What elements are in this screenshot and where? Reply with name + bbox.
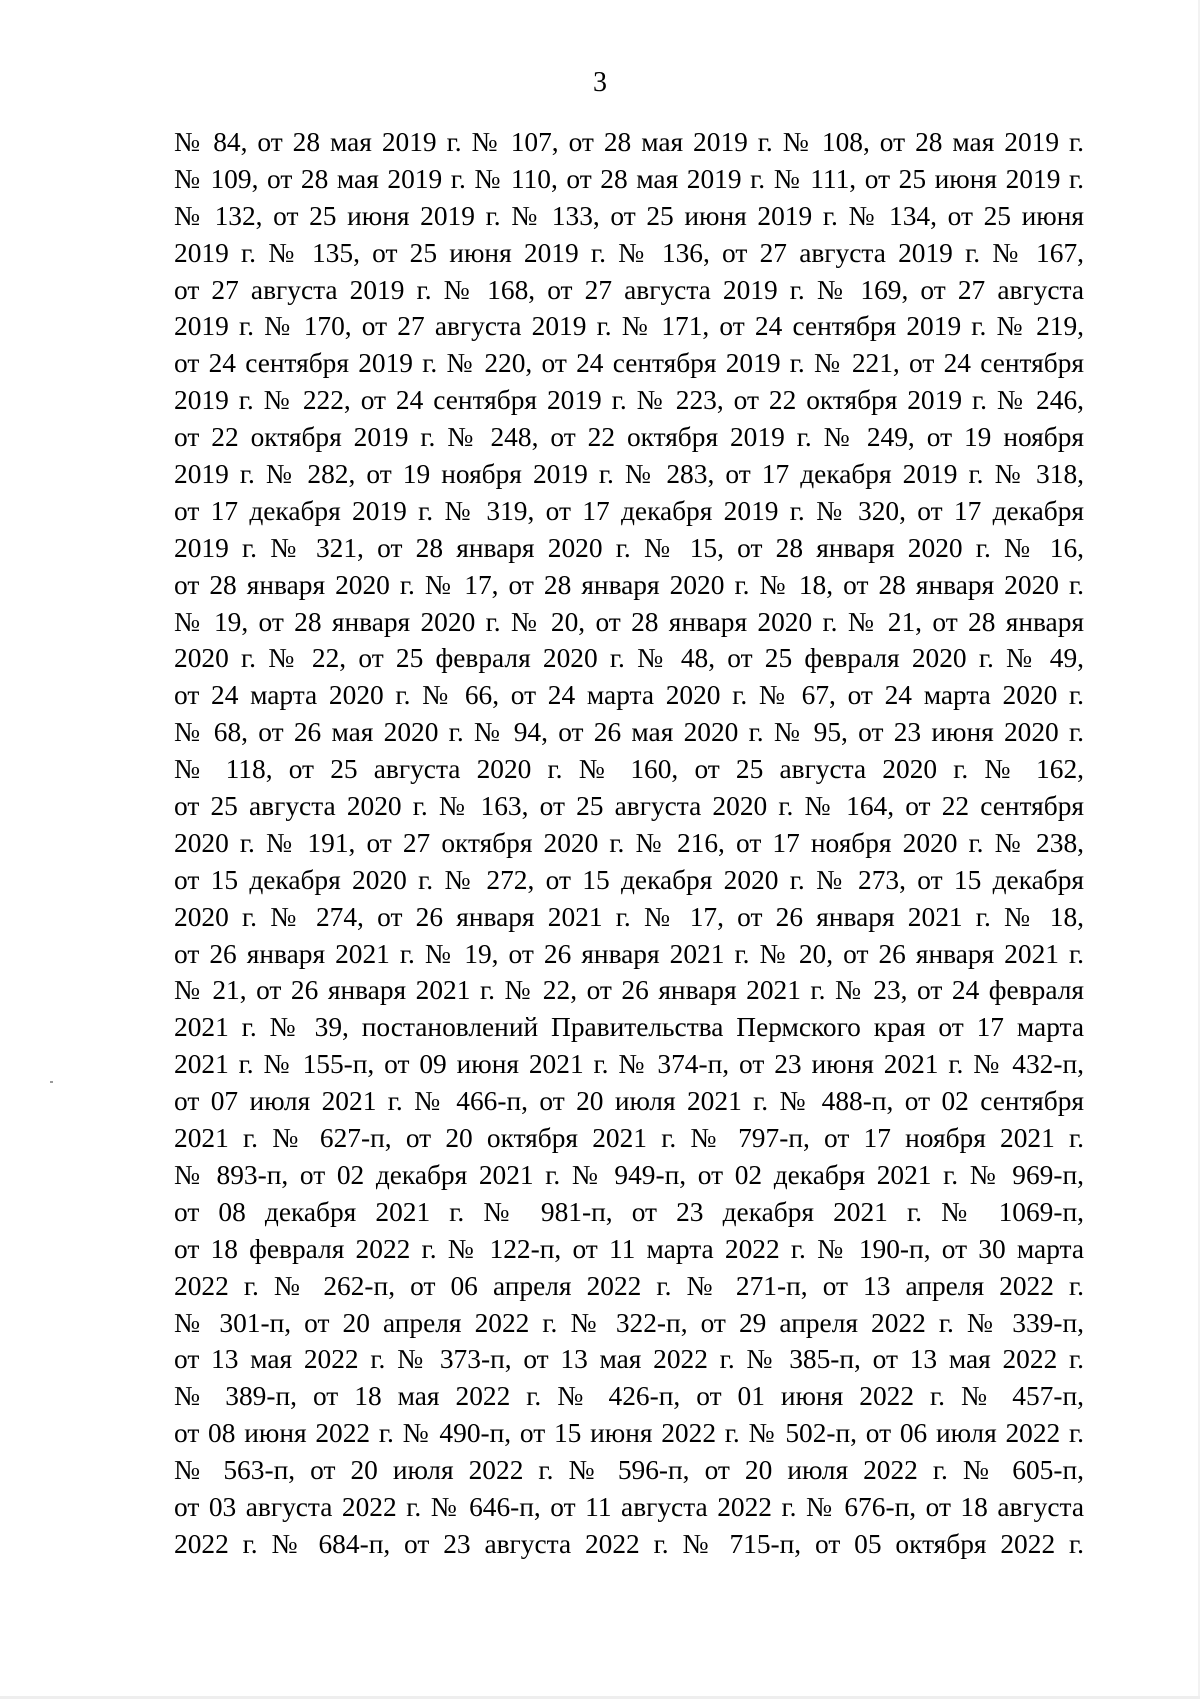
text-line: № 389-п, от 18 мая 2022 г. № 426-п, от 01 июня 2022 г. № 457-п, (174, 1381, 1084, 1412)
text-line: 2021 г. № 155-п, от 09 июня 2021 г. № 374-п, от 23 июня 2021 г. № 432-п, (174, 1049, 1084, 1080)
text-line: 2020 г. № 22, от 25 февраля 2020 г. № 48, от 25 февраля 2020 г. № 49, (174, 643, 1084, 674)
text-line: № 19, от 28 января 2020 г. № 20, от 28 января 2020 г. № 21, от 28 января (174, 606, 1084, 637)
text-line: 2020 г. № 274, от 26 января 2021 г. № 17, от 26 января 2021 г. № 18, (174, 901, 1084, 932)
text-line: 2022 г. № 262-п, от 06 апреля 2022 г. № 271-п, от 13 апреля 2022 г. (174, 1270, 1084, 1301)
text-line: от 27 августа 2019 г. № 168, от 27 августа 2019 г. № 169, от 27 августа (174, 274, 1084, 305)
text-line: от 24 сентября 2019 г. № 220, от 24 сентября 2019 г. № 221, от 24 сентября (174, 348, 1084, 379)
text-line: 2019 г. № 135, от 25 июня 2019 г. № 136, от 27 августа 2019 г. № 167, (174, 237, 1084, 268)
scan-artifact (50, 1081, 53, 1083)
text-line: от 26 января 2021 г. № 19, от 26 января 2021 г. № 20, от 26 января 2021 г. (174, 938, 1084, 969)
text-line: № 21, от 26 января 2021 г. № 22, от 26 января 2021 г. № 23, от 24 февраля (174, 975, 1084, 1006)
text-line: № 118, от 25 августа 2020 г. № 160, от 25 августа 2020 г. № 162, (174, 754, 1084, 785)
text-line: от 07 июля 2021 г. № 466-п, от 20 июля 2021 г. № 488-п, от 02 сентября (174, 1086, 1084, 1117)
text-line: от 08 декабря 2021 г. № 981-п, от 23 декабря 2021 г. № 1069-п, (174, 1196, 1084, 1227)
text-line: от 18 февраля 2022 г. № 122-п, от 11 марта 2022 г. № 190-п, от 30 марта (174, 1233, 1084, 1264)
text-line: от 13 мая 2022 г. № 373-п, от 13 мая 2022 г. № 385-п, от 13 мая 2022 г. (174, 1344, 1084, 1375)
text-line: 2021 г. № 39, постановлений Правительства Пермского края от 17 марта (174, 1012, 1084, 1043)
text-line: от 24 марта 2020 г. № 66, от 24 марта 2020 г. № 67, от 24 марта 2020 г. (174, 680, 1084, 711)
text-line: № 132, от 25 июня 2019 г. № 133, от 25 июня 2019 г. № 134, от 25 июня (174, 200, 1084, 231)
text-line: 2019 г. № 222, от 24 сентября 2019 г. № 223, от 22 октября 2019 г. № 246, (174, 385, 1084, 416)
text-line: № 301-п, от 20 апреля 2022 г. № 322-п, от 29 апреля 2022 г. № 339-п, (174, 1307, 1084, 1338)
page-number: 3 (593, 67, 607, 98)
text-line: от 03 августа 2022 г. № 646-п, от 11 августа 2022 г. № 676-п, от 18 августа (174, 1491, 1084, 1522)
text-line: 2021 г. № 627-п, от 20 октября 2021 г. № 797-п, от 17 ноября 2021 г. (174, 1123, 1084, 1154)
text-line: от 08 июня 2022 г. № 490-п, от 15 июня 2022 г. № 502-п, от 06 июля 2022 г. (174, 1418, 1084, 1449)
text-line: 2019 г. № 321, от 28 января 2020 г. № 15, от 28 января 2020 г. № 16, (174, 532, 1084, 563)
text-line: от 25 августа 2020 г. № 163, от 25 августа 2020 г. № 164, от 22 сентября (174, 791, 1084, 822)
text-line: от 28 января 2020 г. № 17, от 28 января 2020 г. № 18, от 28 января 2020 г. (174, 569, 1084, 600)
text-line: 2020 г. № 191, от 27 октября 2020 г. № 216, от 17 ноября 2020 г. № 238, (174, 827, 1084, 858)
text-line: № 563-п, от 20 июля 2022 г. № 596-п, от 20 июля 2022 г. № 605-п, (174, 1455, 1084, 1486)
text-line: 2022 г. № 684-п, от 23 августа 2022 г. № 715-п, от 05 октября 2022 г. (174, 1528, 1084, 1559)
text-line: от 22 октября 2019 г. № 248, от 22 октября 2019 г. № 249, от 19 ноября (174, 422, 1084, 453)
text-line: № 893-п, от 02 декабря 2021 г. № 949-п, от 02 декабря 2021 г. № 969-п, (174, 1159, 1084, 1190)
text-line: № 68, от 26 мая 2020 г. № 94, от 26 мая 2020 г. № 95, от 23 июня 2020 г. (174, 717, 1084, 748)
text-line: 2019 г. № 170, от 27 августа 2019 г. № 171, от 24 сентября 2019 г. № 219, (174, 311, 1084, 342)
text-line: от 17 декабря 2019 г. № 319, от 17 декабря 2019 г. № 320, от 17 декабря (174, 495, 1084, 526)
text-line: от 15 декабря 2020 г. № 272, от 15 декабря 2020 г. № 273, от 15 декабря (174, 864, 1084, 895)
text-line: № 84, от 28 мая 2019 г. № 107, от 28 мая 2019 г. № 108, от 28 мая 2019 г. (174, 127, 1084, 157)
text-line: № 109, от 28 мая 2019 г. № 110, от 28 мая 2019 г. № 111, от 25 июня 2019 г. (174, 163, 1084, 194)
text-line: 2019 г. № 282, от 19 ноября 2019 г. № 283, от 17 декабря 2019 г. № 318, (174, 459, 1084, 490)
body-text (174, 124, 1084, 1563)
